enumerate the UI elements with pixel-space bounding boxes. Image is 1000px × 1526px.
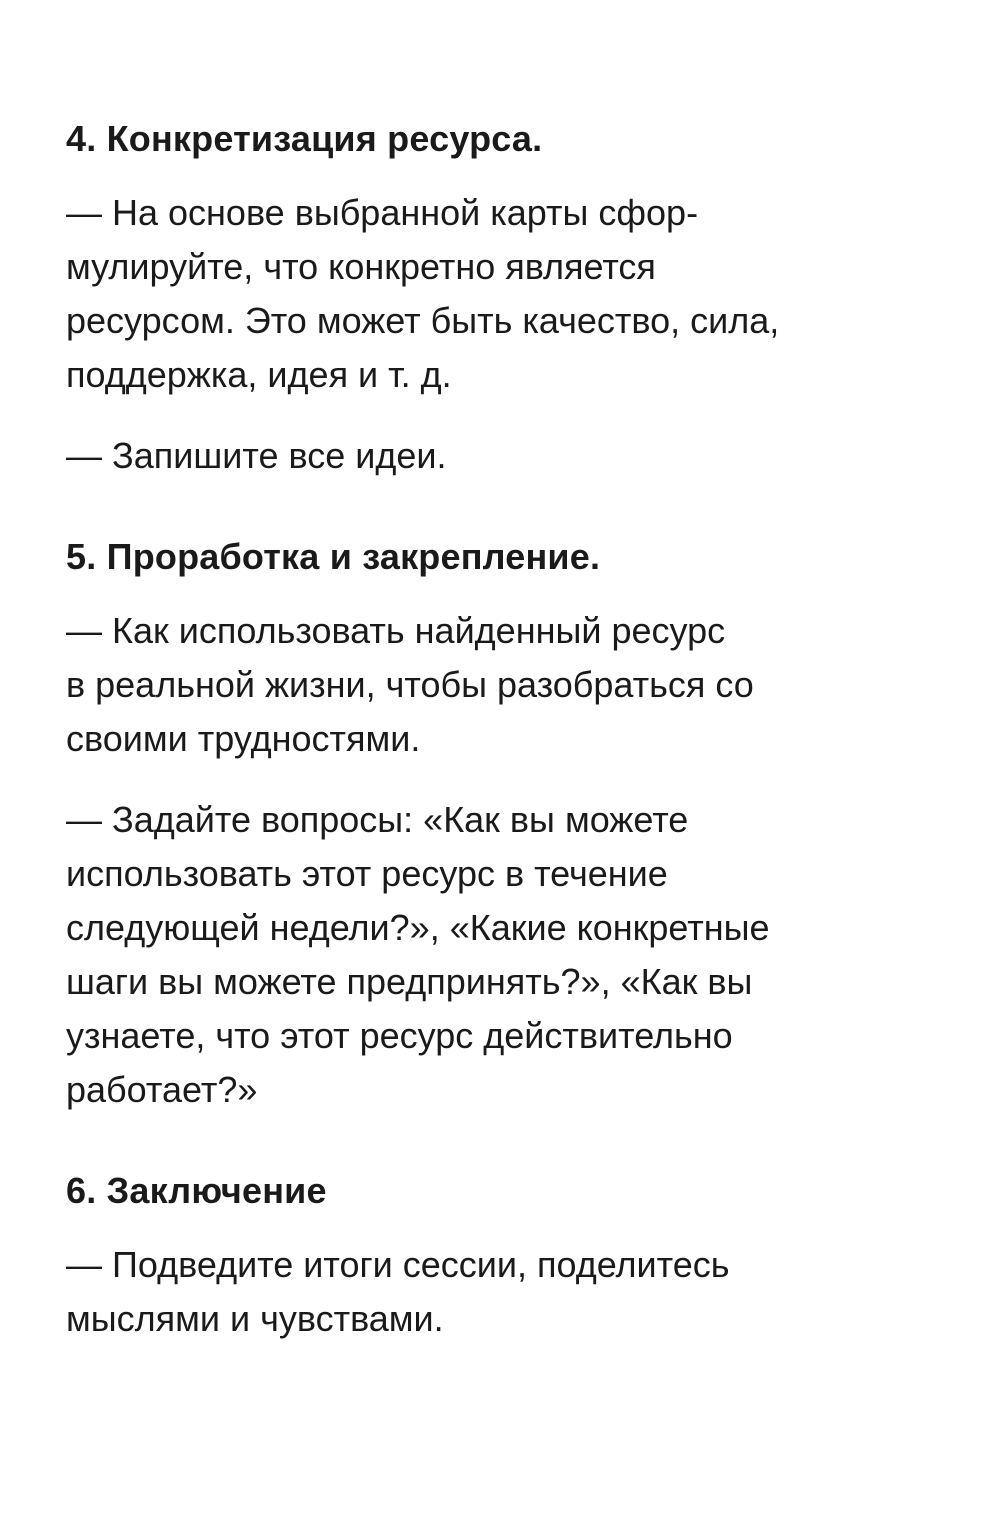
text-line: следующей недели?», «Какие конкретные [66,907,770,948]
text-line: в реальной жизни, чтобы разобраться со [66,664,754,705]
section-heading: 5. Проработка и закрепление. [66,536,601,577]
paragraph [66,604,946,766]
text-line: работает?» [66,1069,258,1110]
text-line: шаги вы можете предпринять?», «Как вы [66,961,753,1002]
text-line: узнаете, что этот ресурс действительно [66,1015,733,1056]
text-line: — Задайте вопросы: «Как вы можете [66,799,689,840]
paragraph [66,1238,946,1346]
section-heading: 6. Заключение [66,1170,327,1211]
paragraph [66,793,946,1117]
section-6-conclusion [66,1164,946,1346]
text-line: мыслями и чувствами. [66,1298,444,1339]
section-4-resource-specification [66,112,946,483]
paragraph [66,186,946,402]
text-line: — Запишите все идеи. [66,435,447,476]
text-line: использовать этот ресурс в течение [66,853,668,894]
text-line: — Подведите итоги сессии, поделитесь [66,1244,730,1285]
text-line: своими трудностями. [66,718,421,759]
section-5-working-through [66,530,946,1117]
section-heading: 4. Конкретизация ресурса. [66,118,543,159]
text-line: ресурсом. Это может быть качество, сила, [66,300,780,341]
text-line: мулируйте, что конкретно является [66,246,656,287]
document-page [66,112,946,1373]
text-line: поддержка, идея и т. д. [66,354,452,395]
text-line: — На основе выбранной карты сфор- [66,192,699,233]
text-line: — Как использовать найденный ресурс [66,610,726,651]
paragraph [66,429,946,483]
